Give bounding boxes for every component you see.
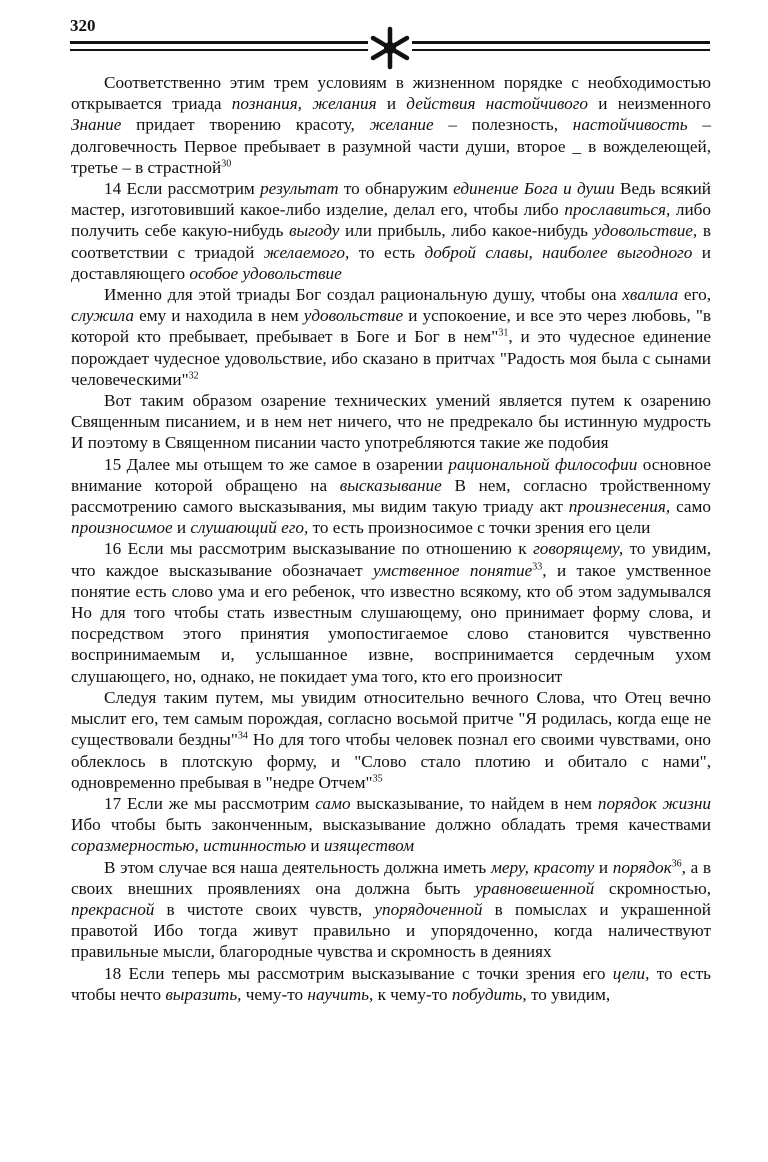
italic-text: говорящему, (533, 539, 624, 559)
text-run: В этом случае вся наша деятельность должна иметь (104, 857, 491, 877)
text-run: – полезность, (433, 115, 573, 135)
text-run: то увидим, что каждое высказывание обозначает (71, 539, 711, 580)
text-run: Вот таким образом озарение технических умений является путем к озарению Священным писанием, и в нем нет ничего, что не предрекало бы истинную мудрость И поэтому в Священном писании часто употребляются такие же подобия (71, 391, 711, 453)
body-text (71, 72, 711, 1005)
text-run: в чистоте своих чувств, (154, 899, 375, 919)
text-run: то есть произносимое с точки зрения его цели (308, 518, 651, 538)
italic-text: высказывание (339, 475, 442, 495)
paragraph (71, 72, 711, 178)
italic-text: доброй славы, наиболее выгодного (424, 242, 693, 262)
italic-text: порядок жизни (597, 793, 711, 813)
asterisk-ornament-icon (368, 26, 412, 70)
italic-text: единение Бога и души (453, 179, 615, 199)
italic-text: цели, (612, 963, 650, 983)
text-run: высказывание, то найдем в нем (350, 793, 598, 813)
paragraph (71, 857, 711, 963)
header-rule (70, 38, 710, 58)
paragraph (71, 538, 711, 686)
italic-text: выразить, (165, 984, 242, 1004)
text-run: , и это чудесное единение порождает чудесное удовольствие, ибо сказано в притчах "Радость моя была с сынами человеческими" (71, 327, 711, 389)
italic-text: желания (312, 94, 377, 114)
text-run: и (376, 94, 407, 114)
italic-text: прекрасной (71, 899, 155, 919)
paragraph (71, 793, 711, 857)
italic-text: упорядоченной (374, 899, 483, 919)
italic-text: изяществом (323, 836, 415, 856)
text-run: придает творению красоту, (121, 115, 370, 135)
paragraph (71, 284, 711, 390)
footnote-ref: 31 (498, 327, 509, 339)
italic-text: действия настойчивого (406, 94, 589, 114)
text-run: то обнаружим (338, 179, 454, 199)
paragraph (71, 963, 711, 1005)
italic-text: желаемого, (263, 242, 350, 262)
text-run: ему и находила в нем (133, 306, 304, 326)
text-run: 14 Если рассмотрим (104, 179, 261, 199)
text-run: скромностью, (594, 878, 711, 898)
text-run: чему-то (241, 984, 308, 1004)
paragraph (71, 178, 711, 284)
paragraph (71, 390, 711, 454)
text-run: само (670, 497, 712, 517)
text-run: то есть (349, 242, 425, 262)
text-run (302, 94, 312, 113)
text-run: 15 Далее мы отыщем то же самое в озарении (104, 454, 449, 474)
italic-text: умственное понятие (372, 560, 533, 580)
italic-text: хвалила (622, 285, 679, 305)
text-run: и доставляющего (71, 242, 711, 283)
italic-text: само (315, 793, 351, 813)
text-run: , а в своих внешних проявлениях она должна быть (71, 857, 712, 898)
italic-text: результат (260, 179, 339, 199)
italic-text: удовольствие, (593, 221, 698, 241)
italic-text: особое удовольствие (189, 263, 342, 283)
text-run: и неизменного (588, 94, 711, 114)
page-number: 320 (70, 16, 96, 35)
footnote-ref: 32 (188, 370, 199, 382)
text-run: Следуя таким путем, мы увидим относительно вечного Слова, что Отец вечно мыслит его, тем самым порождая, согласно восьмой притче "Я родилась, когда еще не существовали бездны" (71, 687, 711, 750)
footnote-ref: 30 (221, 158, 232, 170)
italic-text: познания, (231, 94, 302, 114)
text-run: 16 Если мы рассмотрим высказывание по отношению к (104, 539, 534, 559)
italic-text: желание (369, 115, 434, 135)
text-run: и (172, 518, 191, 538)
italic-text: настойчивость (572, 115, 688, 135)
italic-text: служила (71, 306, 134, 326)
italic-text: рациональной философии (448, 454, 638, 474)
text-run: Соответственно этим трем условиям в жизненном порядке с необходимостью открывается триада (71, 73, 711, 114)
text-run: Ибо чтобы быть законченным, высказывание должно обладать тремя качествами (71, 815, 711, 835)
italic-text: меру, красоту (490, 857, 595, 877)
footnote-ref: 33 (532, 560, 543, 572)
paragraph (71, 687, 711, 793)
text-run: основное внимание которой обращено на (71, 454, 711, 495)
italic-text: произнесения, (568, 497, 671, 517)
text-run: Ведь всякий мастер, изготовивший какое-либо изделие, делал его, чтобы либо (71, 179, 712, 220)
text-run: , и такое умственное понятие есть слово ума и его ребенок, что известно всякому, кто об этом задумывался Но для того чтобы стать известным слушающему, оно принимает форму слова, и посредством этого принятия умопостигаемое слово становится чувственно воспринимаемым и, услышанное извне, воспринимается сердечным ухом слушающего, но, однако, не покидает ума того, кто его произносит (71, 560, 711, 686)
text-run: Но для того чтобы человек познал его своими чувствами, оно облеклось в плотскую форму, и "Слово стало плотию и обитало с нами", одновременно пребывая в "недре Отчем" (71, 730, 712, 792)
italic-text: порядок (612, 857, 672, 877)
text-run: и успокоение, и все это через любовь, "в которой кто пребывает, пребывает в Боге и Бог в нем" (71, 306, 711, 347)
italic-text: слушающий его, (190, 518, 309, 538)
paragraph (71, 454, 711, 539)
text-run: 17 Если же мы рассмотрим (104, 793, 316, 813)
text-run: в соответствии с триадой (71, 221, 712, 262)
text-run: к чему-то (373, 984, 452, 1004)
italic-text: соразмерностью, истинностью (71, 836, 307, 856)
italic-text: удовольствие (303, 306, 404, 326)
text-run: то есть чтобы нечто (71, 963, 711, 1004)
text-run: его, (678, 285, 711, 305)
text-run: – долговечность Первое пребывает в разумной части души, второе _ в вожделеющей, третье – в страстной (71, 115, 712, 177)
italic-text: уравновешенной (475, 878, 595, 898)
footnote-ref: 34 (237, 730, 248, 742)
text-run: и (306, 836, 324, 856)
text-run: то увидим, (526, 984, 611, 1004)
italic-text: произносимое (71, 518, 173, 538)
italic-text: прославиться, (564, 200, 671, 220)
text-run: Именно для этой триады Бог создал рациональную душу, чтобы она (104, 285, 623, 305)
footnote-ref: 36 (671, 857, 682, 869)
text-run: либо получить себе какую-нибудь (71, 200, 711, 241)
italic-text: побудить, (451, 984, 527, 1004)
text-run: и (594, 857, 613, 877)
text-run: В нем, согласно тройственному рассмотрению самого высказывания, мы видим такую триаду акт (71, 475, 711, 517)
italic-text: научить, (307, 984, 374, 1004)
text-run: 18 Если теперь мы рассмотрим высказывание с точки зрения его (104, 963, 613, 983)
text-run: или прибыль, либо какое-нибудь (339, 221, 594, 241)
footnote-ref: 35 (372, 772, 383, 784)
italic-text: выгоду (289, 221, 340, 241)
text-run: в помыслах и украшенной правотой Ибо тогда живут правильно и упорядоченно, когда наличествуют правильные мысли, благородные чувства и скромность в деяниях (71, 899, 711, 962)
italic-text: Знание (71, 115, 122, 135)
